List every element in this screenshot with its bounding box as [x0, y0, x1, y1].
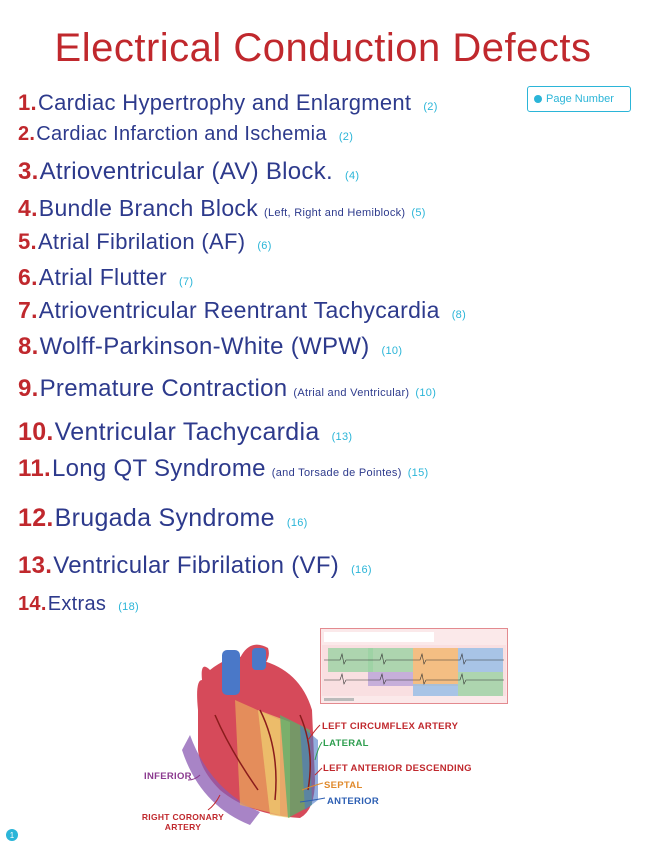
- label-lateral: LATERAL: [323, 738, 369, 749]
- toc-page-number: (5): [411, 207, 426, 219]
- toc-number: 9.: [18, 375, 39, 402]
- toc-item: [18, 593, 139, 616]
- toc-title: Bundle Branch Block: [38, 195, 259, 221]
- toc-number: 4.: [18, 195, 38, 221]
- label-anterior: ANTERIOR: [327, 796, 380, 807]
- toc-note: (and Torsade de Pointes): [271, 467, 402, 479]
- toc-number: 10.: [18, 418, 54, 446]
- toc-item: [18, 375, 436, 403]
- page-title: Electrical Conduction Defects: [54, 26, 592, 70]
- toc-title: Atrial Flutter: [38, 264, 167, 290]
- toc-page-number: (4): [345, 170, 360, 182]
- toc-item: [18, 90, 438, 116]
- toc-note: (Atrial and Ventricular): [293, 387, 410, 399]
- toc-item: [18, 455, 428, 483]
- toc-item: [18, 297, 466, 324]
- toc-page-number: (10): [415, 387, 437, 399]
- toc-title: Ventricular Fibrilation (VF): [53, 552, 340, 579]
- toc-title: Long QT Syndrome: [51, 455, 266, 482]
- toc-number: 2.: [18, 123, 36, 145]
- toc-title: Brugada Syndrome: [54, 504, 275, 532]
- toc-title: Cardiac Infarction and Ischemia: [36, 123, 327, 145]
- toc-item: [18, 264, 193, 291]
- toc-title: Atrioventricular Reentrant Tachycardia: [38, 297, 440, 323]
- toc-page-number: (15): [407, 467, 429, 479]
- toc-page-number: (16): [286, 517, 308, 529]
- page-badge: 1: [6, 829, 18, 841]
- toc-page-number: (6): [257, 240, 272, 252]
- toc-title: Ventricular Tachycardia: [54, 418, 320, 446]
- toc-note: (Left, Right and Hemiblock): [264, 207, 406, 219]
- label-left-anterior-descending: LEFT ANTERIOR DESCENDING: [323, 763, 472, 774]
- toc-page-number: (8): [451, 309, 467, 321]
- toc-number: 11.: [18, 455, 51, 482]
- label-right-coronary-artery: RIGHT CORONARY ARTERY: [141, 812, 225, 832]
- toc-title: Extras: [47, 593, 107, 615]
- toc-number: 8.: [18, 333, 39, 360]
- toc-item: [18, 123, 353, 146]
- toc-title: Atrioventricular (AV) Block.: [39, 158, 333, 185]
- toc-number: 6.: [18, 264, 38, 290]
- toc-title: Premature Contraction: [39, 375, 288, 402]
- label-inferior: INFERIOR: [144, 771, 192, 782]
- toc-item: [18, 195, 426, 222]
- toc-page-number: (2): [338, 131, 354, 143]
- toc-number: 5.: [18, 229, 37, 254]
- toc-number: 12.: [18, 504, 54, 532]
- toc-page-number: (16): [351, 564, 372, 576]
- toc-page-number: (10): [381, 345, 403, 357]
- toc-page-number: (18): [118, 601, 139, 613]
- toc-item: [18, 418, 352, 447]
- toc-item: [18, 552, 372, 580]
- toc-page-number: (13): [331, 431, 353, 443]
- toc-number: 1.: [18, 90, 37, 115]
- page-number-legend: [527, 86, 631, 112]
- toc-item: [18, 229, 272, 255]
- toc-item: [18, 504, 308, 533]
- toc-number: 7.: [18, 297, 38, 323]
- toc-item: [18, 158, 359, 186]
- legend-dot-icon: [534, 95, 542, 103]
- toc-item: [18, 333, 402, 361]
- toc-page-number: (2): [423, 101, 438, 113]
- toc-title: Atrial Fibrilation (AF): [37, 229, 246, 254]
- toc-number: 3.: [18, 158, 39, 185]
- toc-page-number: (7): [178, 276, 194, 288]
- toc-title: Wolff-Parkinson-White (WPW): [39, 333, 370, 360]
- label-septal: SEPTAL: [324, 780, 363, 791]
- legend-label: Page Number: [546, 93, 614, 105]
- label-left-circumflex-artery: LEFT CIRCUMFLEX ARTERY: [322, 721, 459, 732]
- toc-number: 14.: [18, 593, 47, 615]
- toc-title: Cardiac Hypertrophy and Enlargment: [37, 90, 412, 115]
- toc-number: 13.: [18, 552, 53, 579]
